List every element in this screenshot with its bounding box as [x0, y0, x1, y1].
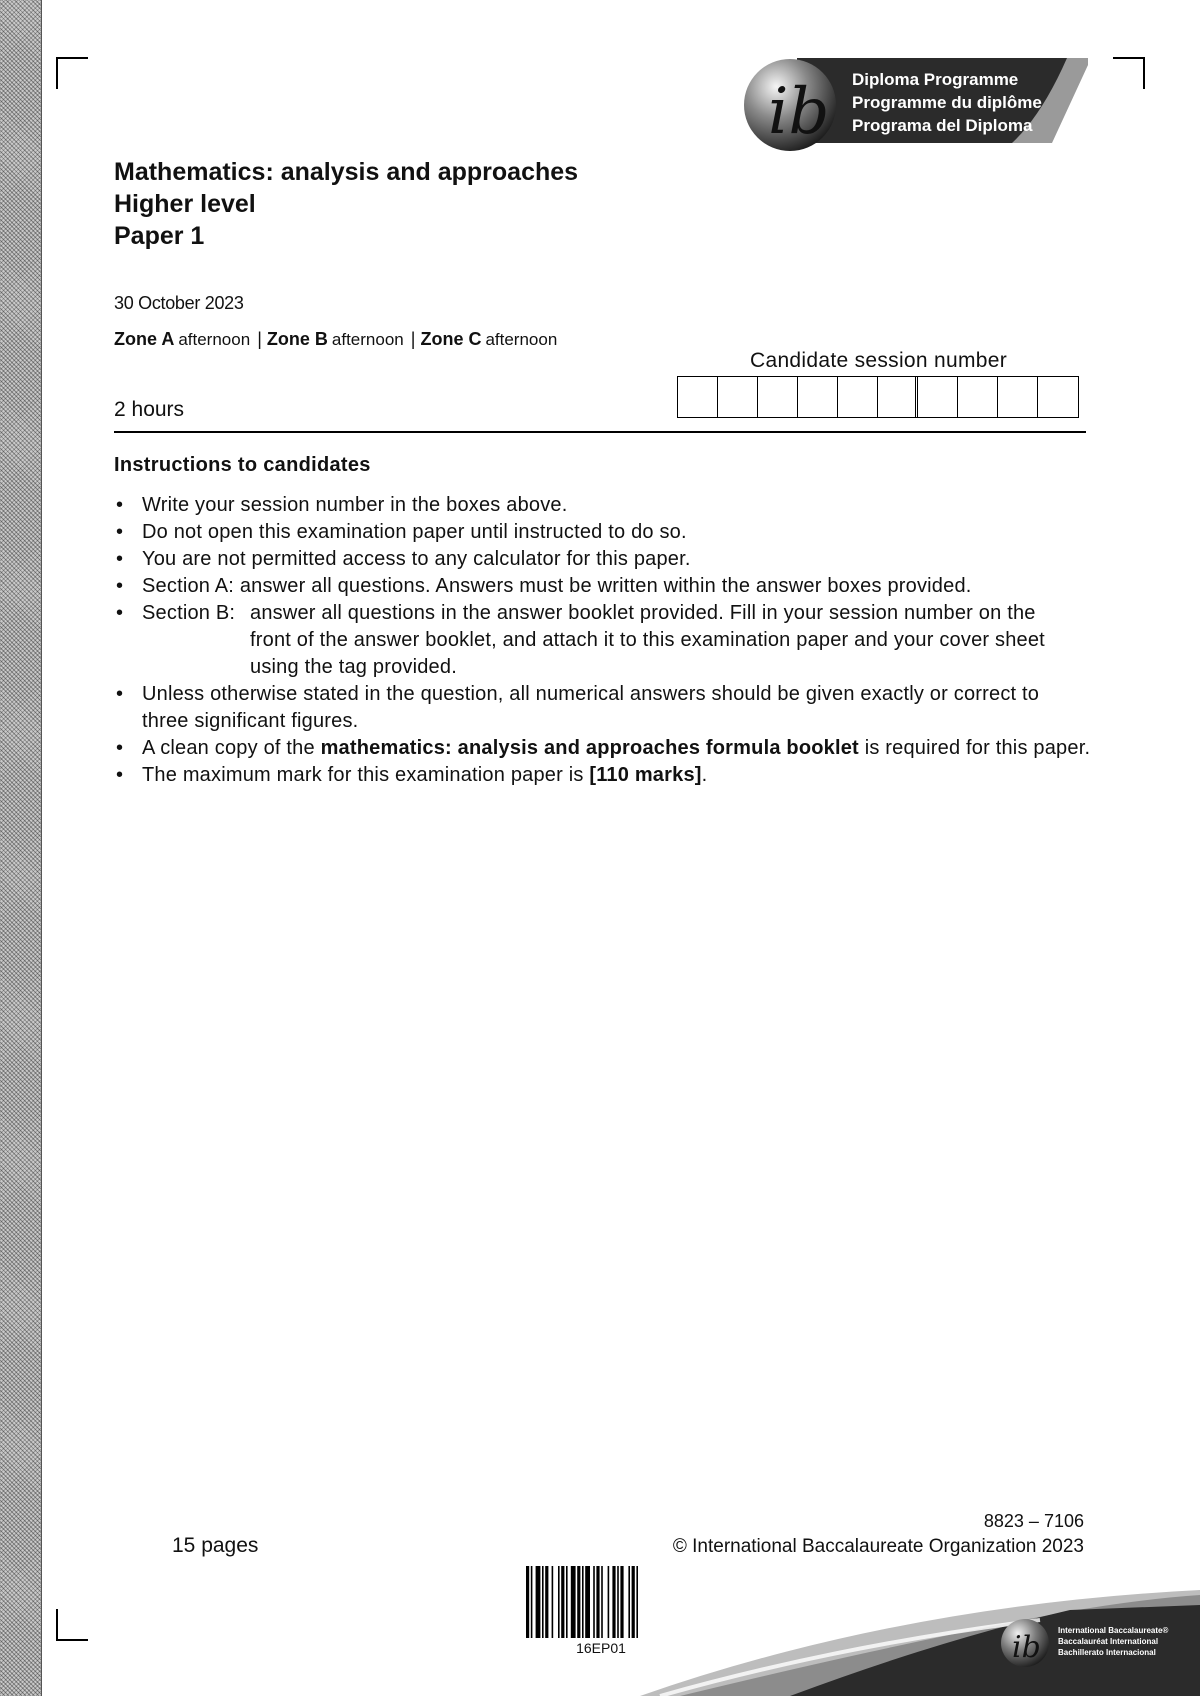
barcode-bar [526, 1566, 529, 1638]
session-digit-box[interactable] [678, 377, 718, 417]
barcode-bar [561, 1566, 564, 1638]
session-digit-box[interactable] [718, 377, 758, 417]
max-post: . [701, 764, 708, 786]
ibo-line-1: International Baccalaureate® [1058, 1626, 1169, 1635]
barcode-bar [596, 1566, 599, 1638]
zone-a-time: afternoon [178, 330, 251, 349]
header-rule [114, 431, 1086, 433]
bullet: • [116, 764, 124, 786]
barcode-bar [620, 1566, 623, 1638]
barcode-bar [558, 1566, 560, 1638]
exam-date: 30 October 2023 [114, 293, 244, 313]
barcode-bar [617, 1566, 619, 1638]
logo-line-1: Diploma Programme [852, 70, 1019, 89]
zone-separator: | [257, 329, 262, 349]
zone-a-label: Zone A [114, 329, 175, 349]
instruction-item [114, 573, 1094, 600]
max-pre: The maximum mark for this examination paper is [142, 764, 584, 786]
copyright-notice: © International Baccalaureate Organization 2023 [672, 1536, 1084, 1557]
candidate-session-label: Candidate session number [750, 349, 1008, 372]
bullet: • [116, 602, 124, 624]
ib-diploma-logo [742, 55, 1088, 155]
session-digit-box[interactable] [758, 377, 798, 417]
bullet: • [116, 737, 124, 759]
exam-title-block [114, 156, 578, 252]
barcode-bar [566, 1566, 568, 1638]
bullet: • [116, 548, 124, 570]
booklet-pre: A clean copy of the [142, 737, 315, 759]
booklet-post: is required for this paper. [864, 737, 1091, 759]
instruction-item [114, 492, 1094, 519]
barcode-bar [593, 1566, 595, 1638]
barcode-bar [577, 1566, 580, 1638]
barcode-bar [585, 1566, 590, 1638]
instruction-item-section-b [114, 600, 1094, 681]
exam-duration: 2 hours [114, 398, 185, 421]
ibo-footer-logo [640, 1585, 1200, 1696]
zone-b-label: Zone B [266, 329, 328, 349]
instruction-item [114, 681, 1094, 735]
bullet: • [116, 683, 124, 705]
session-digit-box[interactable] [1038, 377, 1078, 417]
session-digit-box[interactable] [998, 377, 1038, 417]
session-digit-box[interactable] [878, 377, 918, 417]
candidate-session-number-boxes [677, 376, 1079, 418]
zone-c-label: Zone C [420, 329, 482, 349]
barcode-bar [612, 1566, 615, 1638]
logo-line-2: Programme du diplôme [852, 93, 1042, 112]
barcode-bar [582, 1566, 584, 1638]
zone-b-time: afternoon [331, 330, 404, 349]
bullet: • [116, 575, 124, 597]
barcode-bar [545, 1566, 548, 1638]
instruction-text: Unless otherwise stated in the question, all numerical answers should be given exactly or correct to three significant figures. [142, 683, 1040, 732]
logo-line-3: Programa del Diploma [852, 116, 1033, 135]
zone-times [114, 329, 559, 350]
svg-text:ib: ib [1012, 1630, 1041, 1665]
barcode-bar [628, 1566, 630, 1638]
zone-c-time: afternoon [485, 330, 558, 349]
barcode-bar [552, 1566, 554, 1638]
crop-mark-bottom-left [56, 1609, 88, 1641]
instruction-item-max-mark [114, 762, 1094, 789]
instruction-text: Do not open this examination paper until instructed to do so. [142, 521, 687, 543]
instruction-text: Write your session number in the boxes above. [142, 494, 568, 516]
barcode-bar [542, 1566, 544, 1638]
instruction-item-booklet [114, 735, 1094, 762]
paper-code: 8823 – 7106 [983, 1511, 1084, 1531]
zone-separator: | [410, 329, 416, 349]
formula-booklet-name: mathematics: analysis and approaches formula booklet [320, 737, 859, 759]
page-count: 15 pages [172, 1534, 259, 1557]
barcode-label: 16EP01 [576, 1640, 626, 1656]
bullet: • [116, 494, 124, 516]
binding-edge [0, 0, 42, 1696]
session-digit-box[interactable] [838, 377, 878, 417]
barcode-bar [608, 1566, 610, 1638]
bullet: • [116, 521, 124, 543]
barcode-bar [636, 1566, 638, 1638]
ibo-line-2: Baccalauréat International [1058, 1637, 1159, 1646]
max-marks: [110 marks] [589, 764, 702, 786]
svg-text:ib: ib [768, 75, 830, 149]
ibo-line-3: Bachillerato Internacional [1058, 1648, 1156, 1657]
session-digit-box[interactable] [918, 377, 958, 417]
instruction-text: You are not permitted access to any calculator for this paper. [142, 548, 691, 570]
section-b-text: answer all questions in the answer booklet provided. Fill in your session number on the front of the answer booklet, and attach it to this examination paper and your cover sheet using the tag provided. [250, 602, 1045, 678]
barcode-bar [536, 1566, 541, 1638]
paper-title: Paper 1 [114, 222, 205, 250]
barcode-bar [571, 1566, 576, 1638]
barcode-bar [601, 1566, 603, 1638]
barcode-bar [531, 1566, 533, 1638]
section-b-label: Section B: [142, 602, 236, 624]
barcode-bar [632, 1566, 635, 1638]
session-digit-box[interactable] [798, 377, 838, 417]
subject-title: Mathematics: analysis and approaches [114, 158, 579, 186]
instructions-heading: Instructions to candidates [114, 454, 371, 476]
instruction-item [114, 519, 1094, 546]
instructions-list [114, 492, 1094, 789]
level-title: Higher level [114, 190, 256, 218]
crop-mark-top-right [1113, 57, 1145, 89]
instruction-item [114, 546, 1094, 573]
instruction-text: Section A: answer all questions. Answers must be written within the answer boxes provided. [142, 575, 972, 597]
crop-mark-top-left [56, 57, 88, 89]
session-digit-box[interactable] [958, 377, 998, 417]
